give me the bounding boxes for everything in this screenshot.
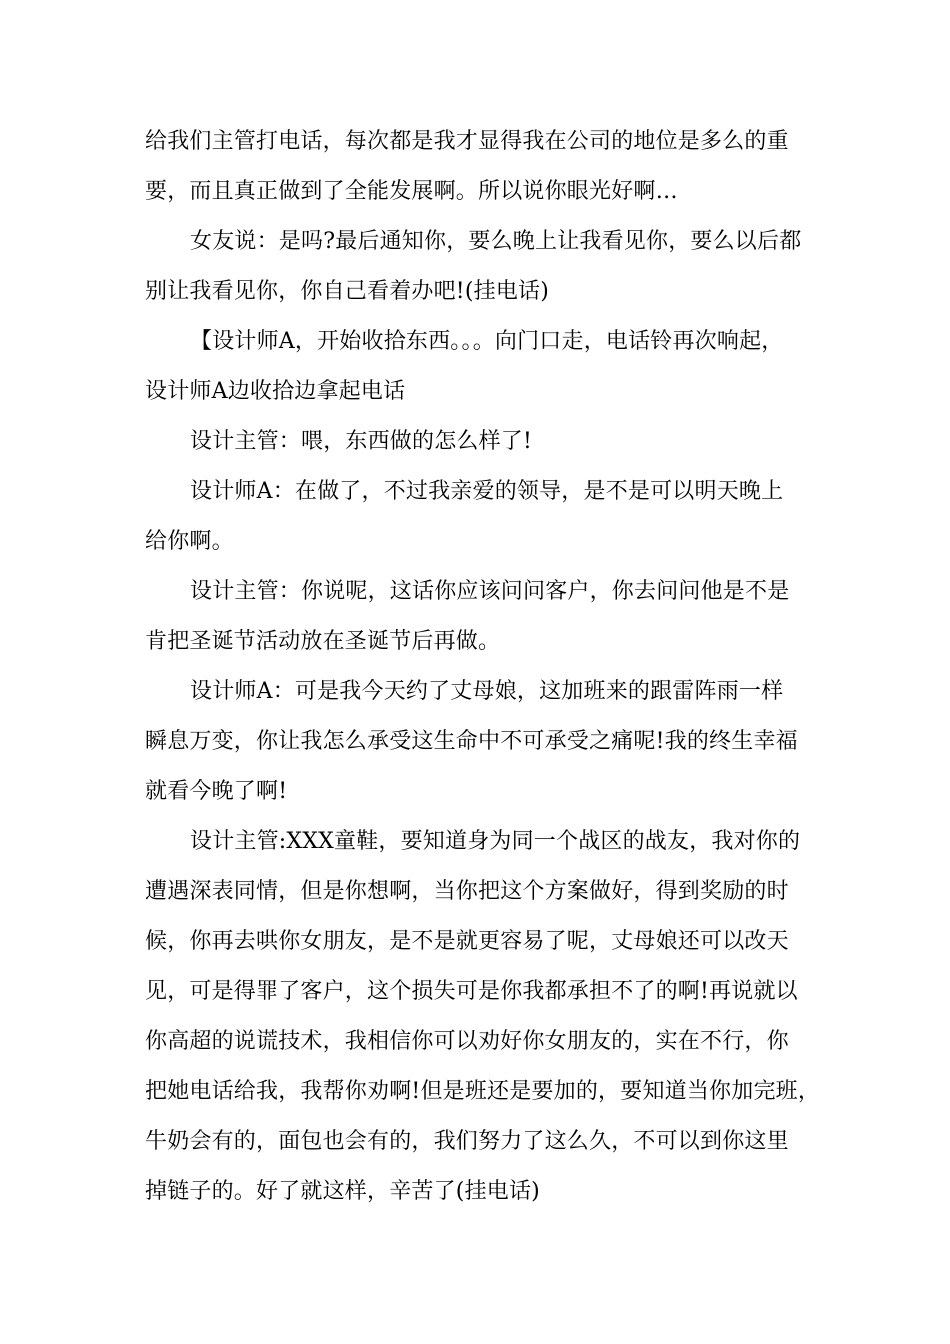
text-line: 掉链子的。好了就这样，辛苦了(挂电话)	[145, 1179, 540, 1204]
text-line: 【设计师A，开始收拾东西。。。向门口走，电话铃再次响起，	[190, 329, 784, 354]
text-line: 设计主管:XXX童鞋，要知道身为同一个战区的战友，我对你的	[190, 829, 801, 854]
text-line: 瞬息万变，你让我怎么承受这生命中不可承受之痛呢!我的终生幸福	[145, 729, 798, 754]
text-line: 设计师A：在做了，不过我亲爱的领导，是不是可以明天晚上	[190, 479, 784, 504]
text-line: 肯把圣诞节活动放在圣诞节后再做。	[145, 629, 501, 654]
text-line: 设计主管：喂，东西做的怎么样了!	[190, 429, 533, 454]
text-line: 候，你再去哄你女朋友，是不是就更容易了呢，丈母娘还可以改天	[145, 929, 789, 954]
text-line: 设计师A边收拾边拿起电话	[145, 379, 406, 404]
text-line: 给我们主管打电话，每次都是我才显得我在公司的地位是多么的重	[145, 129, 789, 154]
text-line: 遭遇深表同情，但是你想啊，当你把这个方案做好，得到奖励的时	[145, 879, 789, 904]
text-line: 给你啊。	[145, 529, 234, 554]
text-line: 设计主管：你说呢，这话你应该问问客户，你去问问他是不是	[190, 579, 790, 604]
text-line: 女友说：是吗?最后通知你，要么晚上让我看见你，要么以后都	[190, 229, 802, 254]
text-line: 牛奶会有的，面包也会有的，我们努力了这么久，不可以到你这里	[145, 1129, 789, 1154]
text-line: 见，可是得罪了客户，这个损失可是你我都承担不了的啊!再说就以	[145, 979, 798, 1004]
text-line: 你高超的说谎技术，我相信你可以劝好你女朋友的，实在不行，你	[145, 1029, 789, 1054]
text-line: 要，而且真正做到了全能发展啊。所以说你眼光好啊…	[145, 179, 678, 204]
text-line: 把她电话给我，我帮你劝啊!但是班还是要加的，要知道当你加完班，	[145, 1079, 821, 1104]
text-line: 设计师A：可是我今天约了丈母娘，这加班来的跟雷阵雨一样	[190, 679, 784, 704]
text-line: 就看今晚了啊!	[145, 779, 288, 804]
text-line: 别让我看见你，你自己看着办吧!(挂电话)	[145, 279, 550, 304]
